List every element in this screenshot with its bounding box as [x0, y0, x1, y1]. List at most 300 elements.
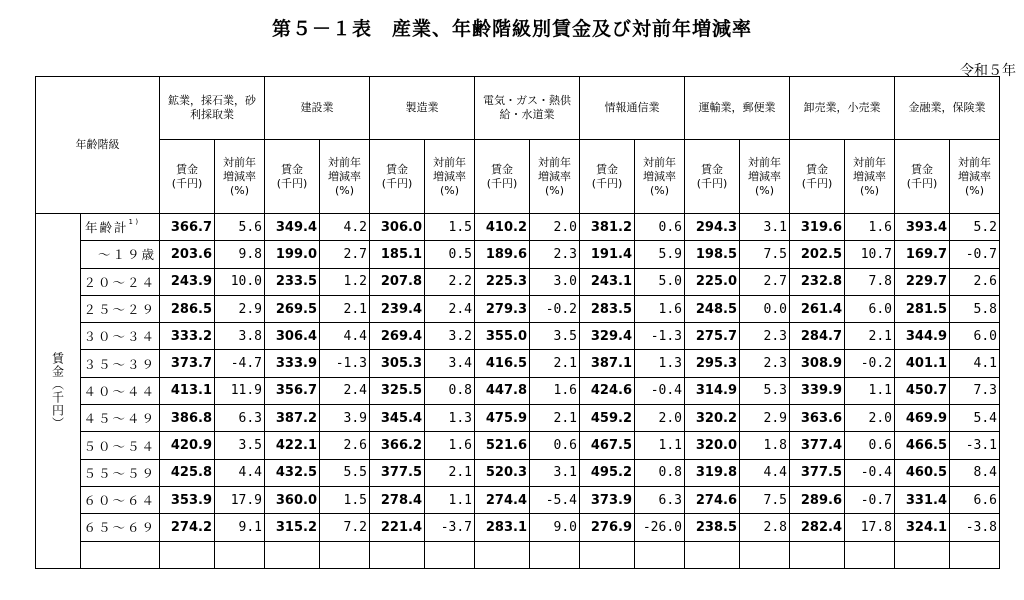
cell-value: 225.0 [695, 274, 737, 290]
cell-value: 475.9 [485, 410, 527, 426]
cell-value: -1.3 [335, 356, 367, 372]
change-subheader: 対前年 増減率 (%) [950, 140, 1000, 214]
change-cell [215, 459, 265, 486]
change-cell [320, 432, 370, 459]
change-cell [740, 514, 790, 541]
change-cell [425, 432, 475, 459]
wage-cell [685, 241, 740, 268]
wage-cell [265, 514, 320, 541]
change-cell [740, 295, 790, 322]
age-label [81, 268, 160, 295]
cell-value: 363.6 [800, 410, 842, 426]
wage-cell [160, 377, 215, 404]
cell-value: 315.2 [275, 519, 317, 535]
cell-value: -0.4 [860, 465, 892, 481]
change-cell [740, 377, 790, 404]
wage-subheader: 賃金 (千円) [580, 140, 635, 214]
change-cell [635, 486, 685, 513]
cell-value: 261.4 [800, 301, 842, 317]
change-cell [950, 486, 1000, 513]
cell-value: 460.5 [905, 465, 947, 481]
empty-cell [740, 541, 790, 568]
cell-value: 2.1 [553, 410, 577, 426]
empty-cell [685, 541, 740, 568]
cell-value: 282.4 [800, 519, 842, 535]
wage-cell [370, 486, 425, 513]
wage-subheader: 賃金 (千円) [160, 140, 215, 214]
wage-cell [160, 432, 215, 459]
change-cell [845, 405, 895, 432]
cell-value: 373.7 [170, 356, 212, 372]
cell-value: 2.0 [658, 410, 682, 426]
cell-value: 243.1 [590, 274, 632, 290]
cell-value: 339.9 [800, 383, 842, 399]
cell-value: 2.3 [763, 328, 787, 344]
age-text: ６０～６４ [83, 493, 156, 509]
change-cell [845, 214, 895, 241]
cell-value: 2.1 [553, 356, 577, 372]
wage-cell [475, 432, 530, 459]
wage-cell [370, 514, 425, 541]
wage-cell [685, 268, 740, 295]
change-cell [425, 405, 475, 432]
change-cell [740, 350, 790, 377]
cell-value: 306.0 [380, 219, 422, 235]
wage-cell [475, 459, 530, 486]
cell-value: 2.3 [763, 356, 787, 372]
table-row [36, 214, 1000, 241]
change-cell [425, 323, 475, 350]
change-cell [215, 268, 265, 295]
wage-cell [895, 295, 950, 322]
cell-value: 387.1 [590, 356, 632, 372]
age-label [81, 350, 160, 377]
industry-header: 建設業 [265, 77, 370, 140]
change-cell [530, 350, 580, 377]
change-cell [845, 241, 895, 268]
cell-value: 0.5 [448, 246, 472, 262]
change-cell [740, 459, 790, 486]
wage-cell [580, 241, 635, 268]
change-subheader: 対前年 増減率 (%) [635, 140, 685, 214]
wage-cell [685, 377, 740, 404]
wage-subheader: 賃金 (千円) [475, 140, 530, 214]
wage-cell [265, 241, 320, 268]
cell-value: 239.4 [380, 301, 422, 317]
age-group-header: 年齢階級 [36, 77, 160, 214]
wage-cell [685, 295, 740, 322]
cell-value: 189.6 [485, 246, 527, 262]
cell-value: 221.4 [380, 519, 422, 535]
wage-cell [160, 268, 215, 295]
cell-value: 169.7 [905, 246, 947, 262]
cell-value: 1.3 [448, 410, 472, 426]
change-cell [950, 214, 1000, 241]
wage-cell [475, 295, 530, 322]
cell-value: 314.9 [695, 383, 737, 399]
change-cell [530, 241, 580, 268]
wage-cell [580, 514, 635, 541]
cell-value: 203.6 [170, 246, 212, 262]
wage-cell [580, 432, 635, 459]
cell-value: 276.9 [590, 519, 632, 535]
cell-value: 2.9 [238, 301, 262, 317]
wage-cell [790, 350, 845, 377]
row-group-label [36, 214, 81, 569]
cell-value: 1.2 [343, 274, 367, 290]
wage-cell [160, 323, 215, 350]
cell-value: 0.6 [553, 438, 577, 454]
change-cell [215, 514, 265, 541]
change-cell [425, 214, 475, 241]
cell-value: -3.8 [965, 519, 997, 535]
wage-cell [685, 350, 740, 377]
change-cell [425, 377, 475, 404]
cell-value: 7.5 [763, 492, 787, 508]
wage-cell [370, 241, 425, 268]
change-cell [530, 377, 580, 404]
change-cell [740, 486, 790, 513]
industry-header: 卸売業，小売業 [790, 77, 895, 140]
table-row [36, 486, 1000, 513]
cell-value: 345.4 [380, 410, 422, 426]
age-label [81, 459, 160, 486]
cell-value: 248.5 [695, 301, 737, 317]
cell-value: 1.6 [658, 301, 682, 317]
change-subheader: 対前年 増減率 (%) [320, 140, 370, 214]
cell-value: 3.4 [448, 356, 472, 372]
cell-value: 320.0 [695, 438, 737, 454]
change-cell [950, 241, 1000, 268]
cell-value: 278.4 [380, 492, 422, 508]
cell-value: 521.6 [485, 438, 527, 454]
cell-value: 377.5 [800, 465, 842, 481]
cell-value: 6.0 [973, 328, 997, 344]
wage-cell [265, 295, 320, 322]
change-cell [635, 514, 685, 541]
table-row [36, 514, 1000, 541]
change-cell [635, 350, 685, 377]
change-cell [635, 268, 685, 295]
age-label [81, 405, 160, 432]
change-cell [845, 459, 895, 486]
cell-value: 294.3 [695, 219, 737, 235]
age-text: ６５～６９ [83, 520, 156, 536]
wage-cell [160, 295, 215, 322]
wage-cell [790, 486, 845, 513]
wage-cell [475, 514, 530, 541]
cell-value: 8.4 [973, 465, 997, 481]
table-row-partial [36, 541, 1000, 568]
cell-value: 401.1 [905, 356, 947, 372]
cell-value: 2.0 [868, 410, 892, 426]
cell-value: 424.6 [590, 383, 632, 399]
cell-value: 0.0 [763, 301, 787, 317]
wage-cell [895, 405, 950, 432]
wage-cell [580, 486, 635, 513]
change-cell [635, 323, 685, 350]
cell-value: 207.8 [380, 274, 422, 290]
wage-cell [475, 241, 530, 268]
wage-cell [580, 459, 635, 486]
wage-cell [160, 241, 215, 268]
cell-value: 459.2 [590, 410, 632, 426]
industry-header: 電気・ガス・熱供給・水道業 [475, 77, 580, 140]
wage-cell [685, 459, 740, 486]
cell-value: 3.2 [448, 328, 472, 344]
change-cell [320, 323, 370, 350]
industry-header: 情報通信業 [580, 77, 685, 140]
cell-value: -1.3 [650, 328, 682, 344]
cell-value: 295.3 [695, 356, 737, 372]
wage-cell [370, 377, 425, 404]
wage-cell [580, 377, 635, 404]
cell-value: 413.1 [170, 383, 212, 399]
cell-value: 289.6 [800, 492, 842, 508]
cell-value: 232.8 [800, 274, 842, 290]
cell-value: 420.9 [170, 438, 212, 454]
wage-cell [265, 323, 320, 350]
change-cell [425, 459, 475, 486]
change-cell [320, 350, 370, 377]
footnote-mark: 1) [128, 218, 141, 227]
cell-value: 4.1 [973, 356, 997, 372]
cell-value: 325.5 [380, 383, 422, 399]
change-cell [950, 405, 1000, 432]
cell-value: 4.2 [343, 219, 367, 235]
cell-value: 467.5 [590, 438, 632, 454]
page-title: 第５－１表 産業、年齢階級別賃金及び対前年増減率 [271, 18, 752, 40]
cell-value: 393.4 [905, 219, 947, 235]
cell-value: 281.5 [905, 301, 947, 317]
change-cell [530, 405, 580, 432]
empty-cell [580, 541, 635, 568]
cell-value: 2.7 [763, 274, 787, 290]
cell-value: 0.6 [868, 438, 892, 454]
wage-cell [370, 268, 425, 295]
cell-value: 306.4 [275, 328, 317, 344]
age-label [81, 295, 160, 322]
cell-value: 3.1 [763, 219, 787, 235]
wage-cell [895, 214, 950, 241]
wage-cell [685, 405, 740, 432]
change-cell [740, 214, 790, 241]
change-cell [215, 295, 265, 322]
change-cell [740, 241, 790, 268]
cell-value: 308.9 [800, 356, 842, 372]
change-cell [530, 432, 580, 459]
wage-cell [790, 432, 845, 459]
change-cell [845, 295, 895, 322]
change-cell [740, 432, 790, 459]
cell-value: 283.1 [485, 519, 527, 535]
change-cell [950, 350, 1000, 377]
change-cell [530, 214, 580, 241]
age-label [81, 214, 160, 241]
cell-value: 319.6 [800, 219, 842, 235]
change-subheader: 対前年 増減率 (%) [740, 140, 790, 214]
age-text: ２５～２９ [83, 302, 156, 318]
change-cell [425, 486, 475, 513]
empty-cell [425, 541, 475, 568]
cell-value: 7.3 [973, 383, 997, 399]
cell-value: 432.5 [275, 465, 317, 481]
cell-value: 238.5 [695, 519, 737, 535]
cell-value: 274.2 [170, 519, 212, 535]
cell-value: 466.5 [905, 438, 947, 454]
age-text: ４５～４９ [83, 411, 156, 427]
cell-value: 373.9 [590, 492, 632, 508]
wage-cell [790, 241, 845, 268]
change-cell [215, 323, 265, 350]
cell-value: 274.4 [485, 492, 527, 508]
cell-value: 344.9 [905, 328, 947, 344]
change-cell [320, 486, 370, 513]
age-text: ３０～３４ [83, 329, 156, 345]
cell-value: -3.7 [440, 519, 472, 535]
cell-value: 225.3 [485, 274, 527, 290]
empty-cell [895, 541, 950, 568]
cell-value: 2.1 [448, 465, 472, 481]
change-cell [425, 514, 475, 541]
change-cell [425, 350, 475, 377]
cell-value: 2.8 [763, 519, 787, 535]
cell-value: 2.0 [553, 219, 577, 235]
wage-cell [790, 268, 845, 295]
cell-value: 1.1 [868, 383, 892, 399]
change-cell [635, 295, 685, 322]
change-cell [845, 514, 895, 541]
cell-value: 2.7 [343, 246, 367, 262]
cell-value: 9.0 [553, 519, 577, 535]
cell-value: -0.2 [860, 356, 892, 372]
cell-value: 3.5 [238, 438, 262, 454]
cell-value: 199.0 [275, 246, 317, 262]
wage-cell [370, 432, 425, 459]
wage-cell [475, 405, 530, 432]
wage-cell [160, 459, 215, 486]
cell-value: 10.0 [230, 274, 262, 290]
cell-value: 10.7 [860, 246, 892, 262]
table-row [36, 241, 1000, 268]
change-cell [320, 514, 370, 541]
cell-value: 202.5 [800, 246, 842, 262]
age-label [81, 432, 160, 459]
change-subheader: 対前年 増減率 (%) [425, 140, 475, 214]
cell-value: 7.2 [343, 519, 367, 535]
change-cell [950, 432, 1000, 459]
cell-value: 366.7 [170, 219, 212, 235]
wage-subheader: 賃金 (千円) [685, 140, 740, 214]
cell-value: 198.5 [695, 246, 737, 262]
age-text: ５０～５４ [83, 438, 156, 454]
wage-cell [790, 459, 845, 486]
cell-value: 5.8 [973, 301, 997, 317]
industry-header: 金融業，保険業 [895, 77, 1000, 140]
cell-value: 3.1 [553, 465, 577, 481]
cell-value: 5.4 [973, 410, 997, 426]
change-cell [425, 241, 475, 268]
cell-value: 355.0 [485, 328, 527, 344]
wage-cell [475, 214, 530, 241]
change-cell [320, 295, 370, 322]
cell-value: 274.6 [695, 492, 737, 508]
empty-cell [160, 541, 215, 568]
change-cell [320, 214, 370, 241]
empty-cell [265, 541, 320, 568]
change-cell [215, 377, 265, 404]
wage-cell [370, 295, 425, 322]
cell-value: 269.4 [380, 328, 422, 344]
wage-cell [265, 432, 320, 459]
wage-cell [265, 486, 320, 513]
cell-value: 9.8 [238, 246, 262, 262]
cell-value: 2.1 [868, 328, 892, 344]
wage-subheader: 賃金 (千円) [265, 140, 320, 214]
wage-cell [370, 459, 425, 486]
change-cell [950, 323, 1000, 350]
cell-value: 416.5 [485, 356, 527, 372]
wage-cell [790, 377, 845, 404]
wage-cell [370, 350, 425, 377]
change-cell [530, 295, 580, 322]
change-cell [215, 486, 265, 513]
wage-cell [895, 486, 950, 513]
cell-value: 4.4 [238, 465, 262, 481]
cell-value: -26.0 [642, 519, 682, 535]
wage-cell [580, 214, 635, 241]
change-cell [635, 214, 685, 241]
cell-value: 333.2 [170, 328, 212, 344]
empty-cell [215, 541, 265, 568]
wage-cell [895, 459, 950, 486]
cell-value: 6.3 [658, 492, 682, 508]
wage-cell [475, 350, 530, 377]
wage-cell [790, 323, 845, 350]
change-cell [530, 268, 580, 295]
cell-value: -0.4 [650, 383, 682, 399]
cell-value: 319.8 [695, 465, 737, 481]
change-cell [320, 241, 370, 268]
empty-cell [635, 541, 685, 568]
wage-cell [160, 486, 215, 513]
cell-value: -3.1 [965, 438, 997, 454]
cell-value: 1.5 [448, 219, 472, 235]
change-cell [215, 241, 265, 268]
cell-value: 360.0 [275, 492, 317, 508]
year-label: 令和５年 [960, 63, 1016, 79]
cell-value: 5.5 [343, 465, 367, 481]
wage-cell [580, 350, 635, 377]
cell-value: 2.6 [973, 274, 997, 290]
cell-value: 2.9 [763, 410, 787, 426]
wage-subheader: 賃金 (千円) [895, 140, 950, 214]
wage-cell [160, 350, 215, 377]
wage-subheader: 賃金 (千円) [790, 140, 845, 214]
wage-cell [370, 405, 425, 432]
cell-value: 5.6 [238, 219, 262, 235]
age-text: 年齢計 [85, 220, 129, 236]
age-text: ２０～２４ [83, 274, 156, 290]
empty-cell [475, 541, 530, 568]
cell-value: 2.2 [448, 274, 472, 290]
change-cell [635, 405, 685, 432]
table-row [36, 323, 1000, 350]
wage-cell [895, 268, 950, 295]
wage-subheader: 賃金 (千円) [370, 140, 425, 214]
change-cell [215, 214, 265, 241]
wage-cell [580, 323, 635, 350]
